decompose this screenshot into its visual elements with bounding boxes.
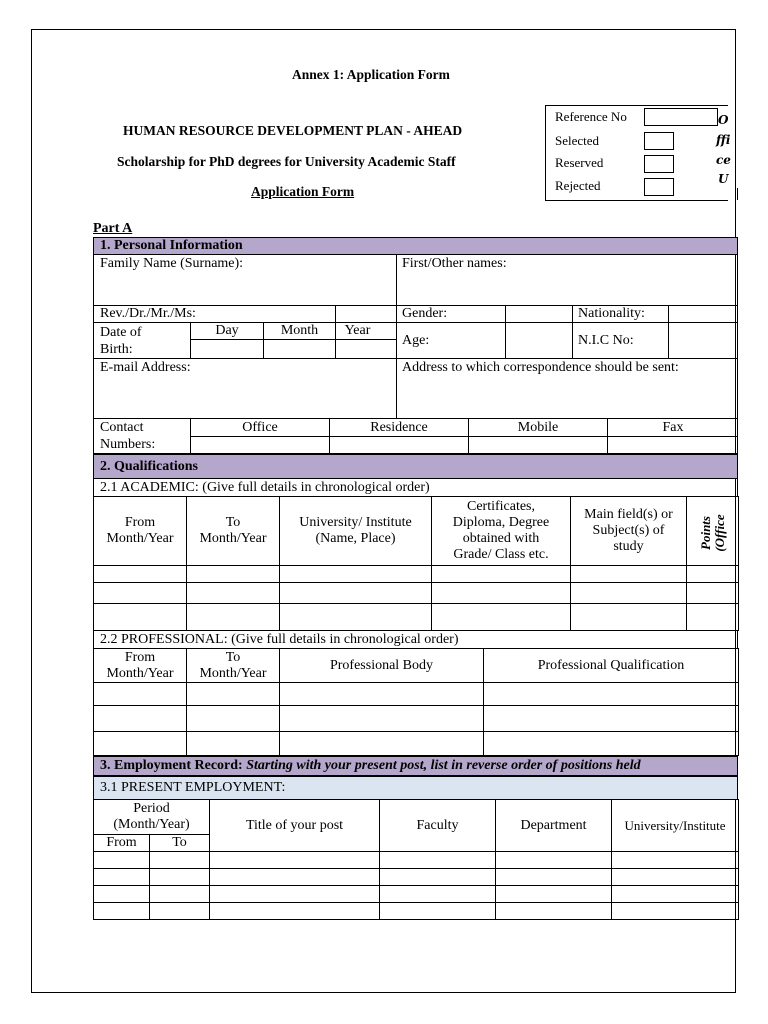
office-side-letter: ce [716, 153, 731, 167]
col-line [572, 305, 573, 358]
section-3-header [93, 756, 738, 776]
nic-label: N.I.C No: [578, 333, 634, 348]
form-title: Application Form [251, 184, 355, 199]
annex-title: Annex 1: Application Form [292, 67, 450, 82]
age-label: Age: [402, 333, 430, 348]
col-line [505, 305, 506, 358]
professional-table [93, 648, 739, 756]
table-row[interactable] [94, 903, 739, 920]
row-line [190, 339, 396, 340]
col-from: From Month/Year [94, 649, 187, 683]
day-label: Day [215, 323, 239, 338]
col-certificates: Certificates, Diploma, Degree obtained with Grade/ Class etc. [432, 497, 571, 566]
col-line [668, 305, 669, 358]
professional-label: 2.2 PROFESSIONAL: (Give full details in chronological order) [100, 632, 459, 647]
section-3-title: 3. Employment Record: [100, 758, 243, 773]
table-row[interactable] [94, 683, 739, 706]
fax-label: Fax [662, 420, 684, 435]
present-employment-header: 3.1 PRESENT EMPLOYMENT: [93, 776, 738, 800]
plan-title: HUMAN RESOURCE DEVELOPMENT PLAN - AHEAD [123, 123, 463, 138]
email-label: E-mail Address: [100, 360, 191, 375]
table-row[interactable] [94, 869, 739, 886]
period-format-label: (Month/Year) [113, 817, 190, 832]
scholarship-title: Scholarship for PhD degrees for University Academic Staff [117, 154, 456, 169]
family-name-field[interactable] [94, 272, 395, 304]
reserved-checkbox[interactable] [644, 155, 674, 173]
nationality-label: Nationality: [578, 306, 645, 321]
col-to: To Month/Year [187, 497, 280, 566]
academic-label: 2.1 ACADEMIC: (Give full details in chronological order) [100, 480, 430, 495]
row-line [93, 358, 738, 359]
table-header-row [94, 497, 739, 566]
rejected-label: Rejected [555, 178, 601, 193]
office-phone-label: Office [242, 420, 278, 435]
reference-no-label: Reference No [555, 109, 627, 124]
table-row[interactable] [94, 852, 739, 869]
year-label: Year [344, 323, 371, 338]
mobile-phone-label: Mobile [517, 420, 559, 435]
section-1-header: 1. Personal Information [93, 237, 738, 255]
col-title-post: Title of your post [210, 800, 380, 852]
dob-label-1: Date of [100, 325, 142, 340]
col-university: University/ Institute (Name, Place) [280, 497, 432, 566]
title-label: Rev./Dr./Mr./Ms: [100, 306, 196, 321]
office-side-letter: ffi [716, 133, 731, 147]
col-department: Department [496, 800, 612, 852]
family-name-label: Family Name (Surname): [100, 256, 244, 271]
selected-label: Selected [555, 133, 600, 148]
office-side-letter: O [718, 113, 729, 127]
first-names-label: First/Other names: [402, 256, 507, 271]
table-row[interactable] [94, 566, 739, 583]
col-points-office [687, 497, 739, 566]
table-row[interactable] [94, 732, 739, 756]
col-from: From Month/Year [94, 497, 187, 566]
gender-label: Gender: [402, 306, 448, 321]
table-row[interactable] [94, 604, 739, 631]
section-3-instruction: Starting with your present post, list in reverse order of positions held [242, 758, 641, 773]
part-a-label: Part A [93, 221, 133, 236]
office-side-letter: U [718, 172, 729, 186]
reference-no-field[interactable] [644, 108, 718, 126]
address-label: Address to which correspondence should be sent: [402, 360, 679, 375]
section-2-header: 2. Qualifications [93, 454, 738, 479]
dob-label-2: Birth: [100, 342, 133, 357]
table-row[interactable] [94, 886, 739, 903]
employment-table [93, 799, 739, 920]
col-faculty: Faculty [380, 800, 496, 852]
col-to: To [150, 835, 210, 852]
points-office-label: Points (Office [698, 514, 727, 552]
table-row[interactable] [94, 583, 739, 604]
contact-label-1: Contact [100, 420, 144, 435]
month-label: Month [280, 323, 319, 338]
table-header-row [94, 800, 739, 835]
first-names-field[interactable] [397, 272, 737, 304]
academic-table [93, 496, 739, 631]
residence-phone-label: Residence [370, 420, 428, 435]
col-to: To Month/Year [187, 649, 280, 683]
col-professional-qualification: Professional Qualification [484, 649, 739, 683]
table-header-row [94, 649, 739, 683]
col-university: University/Institute [612, 800, 739, 852]
col-from: From [94, 835, 150, 852]
reserved-label: Reserved [555, 155, 604, 170]
col-professional-body: Professional Body [280, 649, 484, 683]
table-row[interactable] [94, 706, 739, 732]
selected-checkbox[interactable] [644, 132, 674, 150]
row-line [190, 436, 738, 437]
rejected-checkbox[interactable] [644, 178, 674, 196]
contact-label-2: Numbers: [100, 437, 156, 452]
col-main-field: Main field(s) or Subject(s) of study [571, 497, 687, 566]
office-box-edge [737, 188, 738, 200]
period-label: Period [133, 801, 170, 816]
col-period [94, 800, 210, 835]
